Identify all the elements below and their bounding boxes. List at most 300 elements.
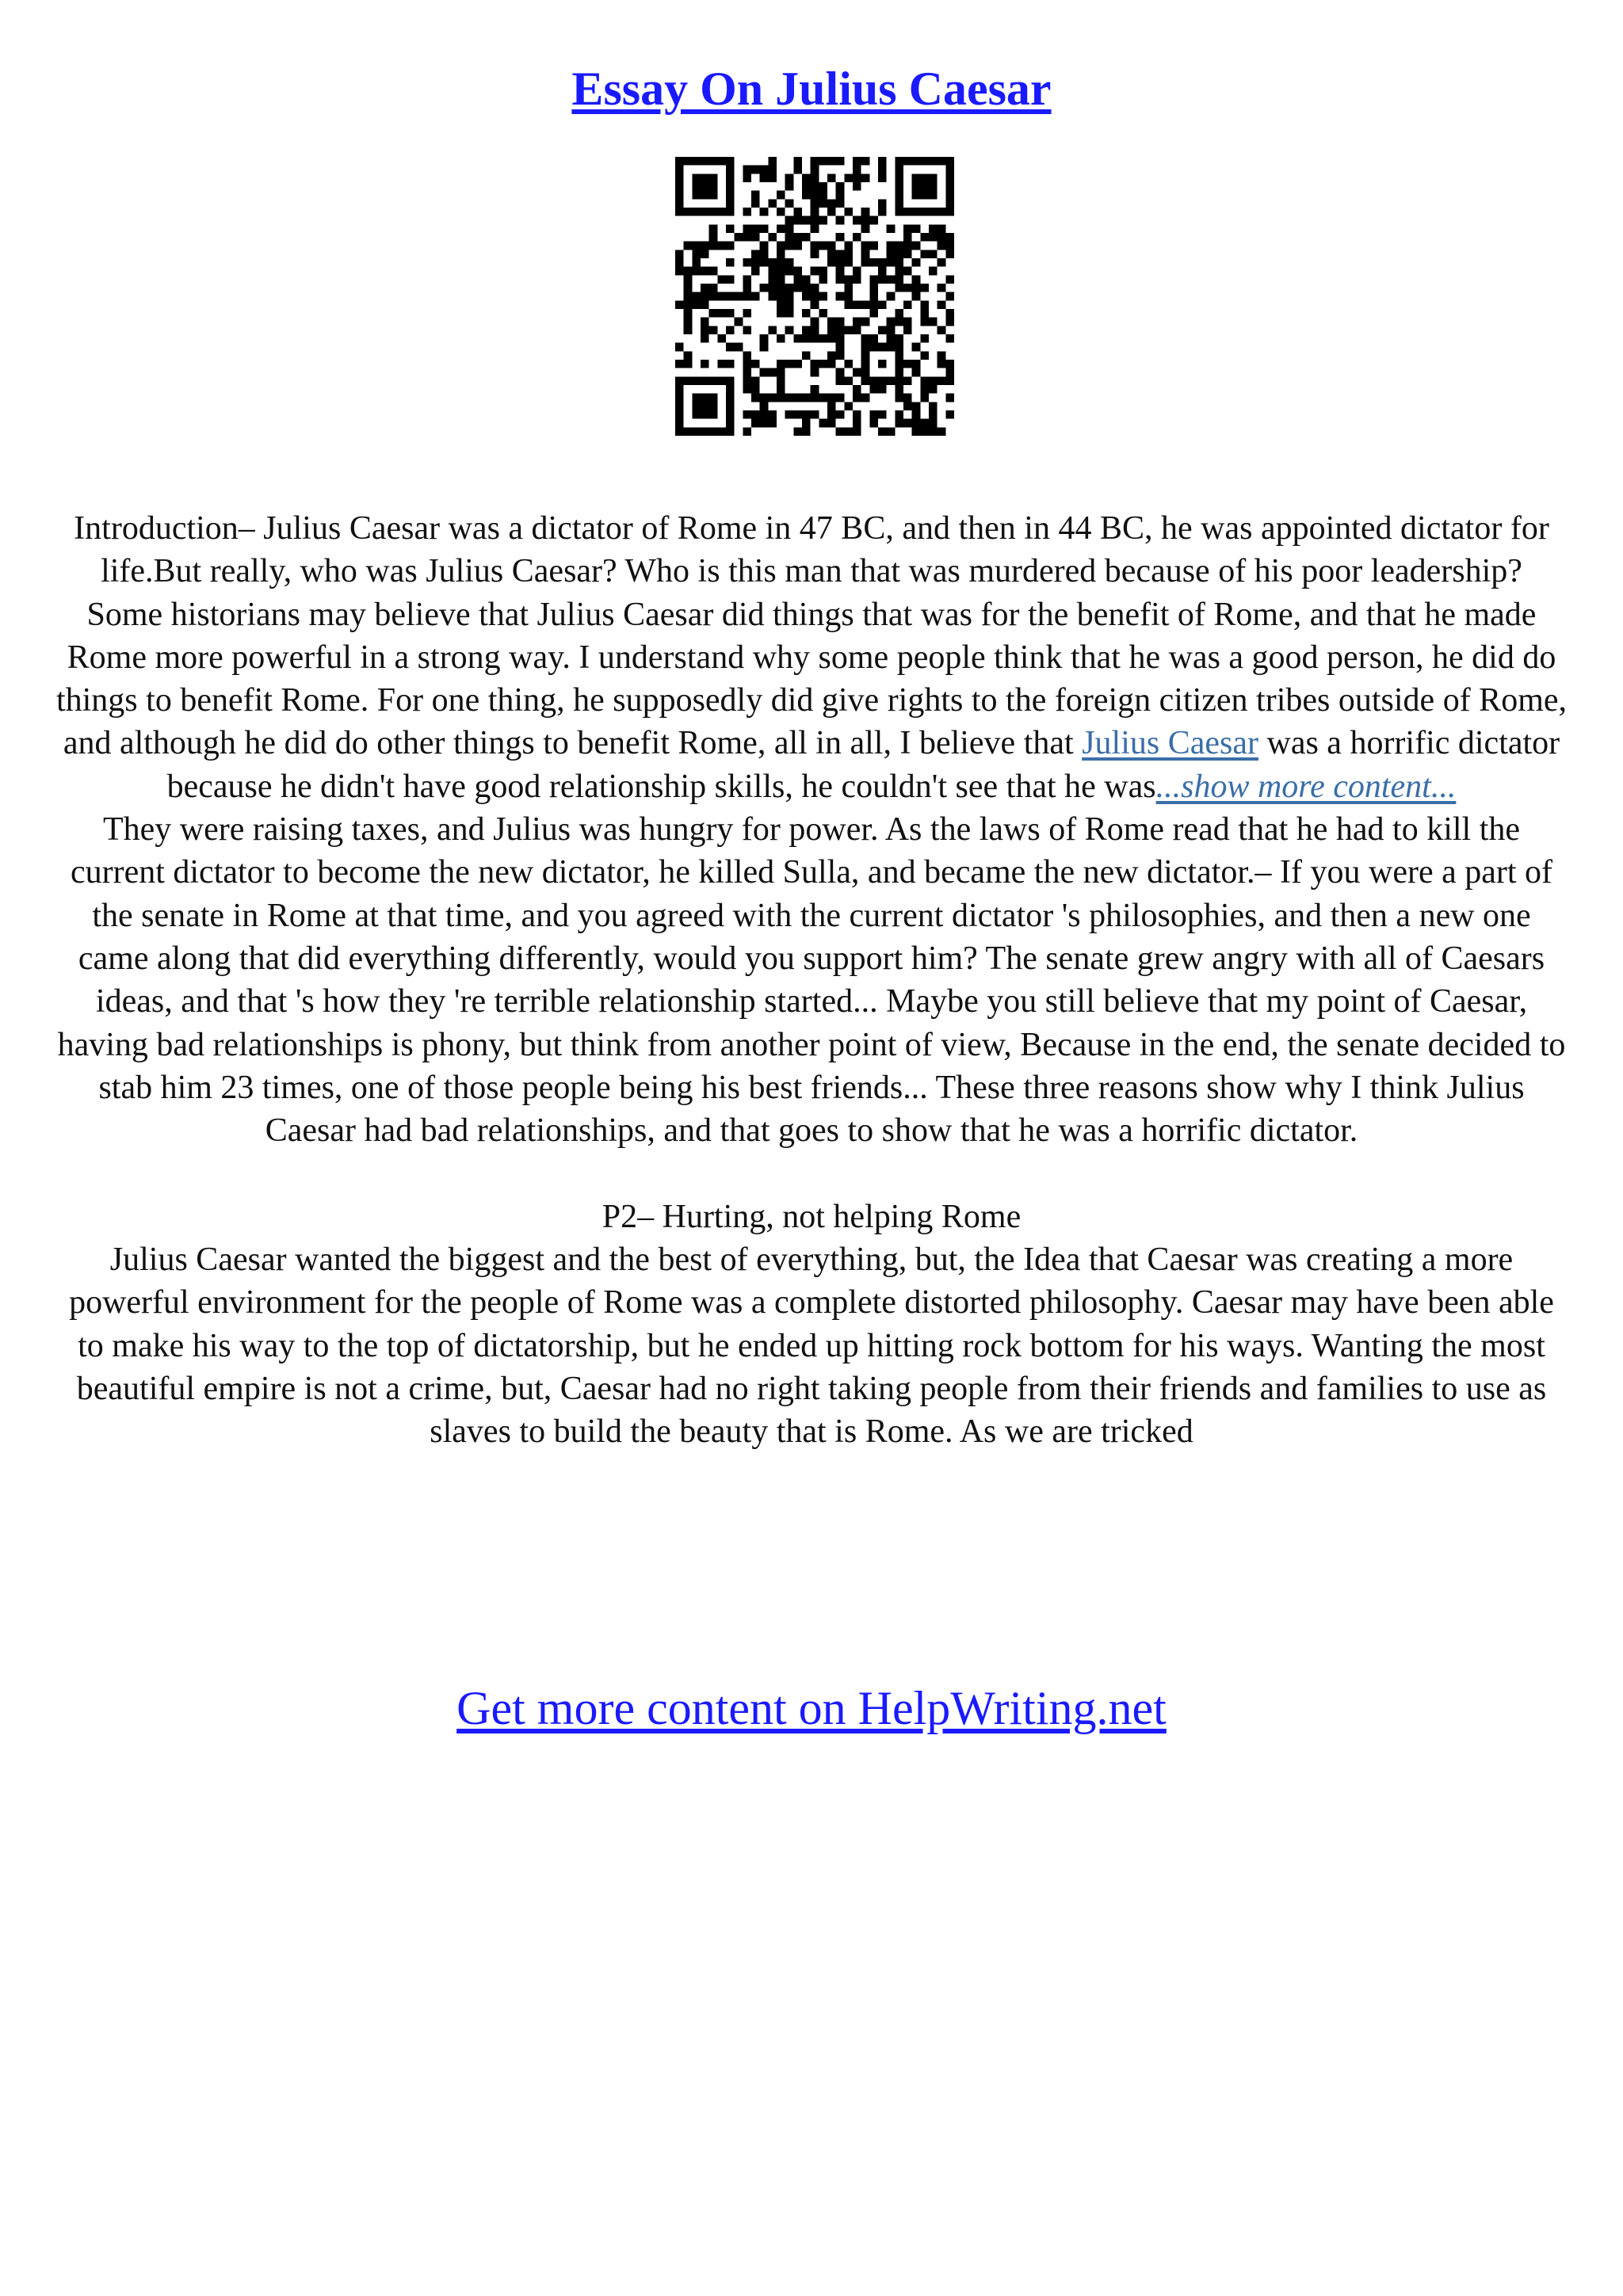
qr-module [903, 233, 912, 242]
qr-module [684, 208, 693, 216]
qr-module [760, 334, 769, 343]
qr-module [836, 267, 845, 276]
qr-module [912, 360, 921, 368]
qr-module [920, 309, 929, 318]
qr-module [912, 258, 921, 267]
qr-module [887, 224, 896, 233]
qr-module [929, 267, 938, 276]
qr-module [827, 394, 836, 402]
qr-module [684, 292, 693, 301]
qr-module [684, 242, 693, 250]
qr-module [768, 284, 777, 292]
qr-module [895, 334, 903, 343]
qr-module [726, 199, 735, 208]
qr-module [701, 174, 709, 182]
title-link[interactable]: Essay On Julius Caesar [571, 63, 1052, 115]
qr-module [887, 275, 896, 284]
qr-module [945, 334, 954, 343]
qr-module [836, 318, 845, 326]
qr-module [836, 368, 845, 377]
qr-module [819, 157, 827, 166]
qr-module [878, 267, 887, 276]
qr-module [895, 157, 903, 166]
qr-module [717, 376, 726, 385]
qr-module [751, 394, 760, 402]
qr-module [692, 376, 701, 385]
qr-module [827, 334, 836, 343]
qr-module [929, 224, 938, 233]
qr-module [709, 309, 718, 318]
qr-module [836, 258, 845, 267]
qr-module [777, 275, 785, 284]
qr-module [861, 334, 870, 343]
qr-module [692, 191, 701, 200]
qr-module [777, 258, 785, 267]
qr-module [802, 410, 811, 419]
qr-module [920, 208, 929, 216]
qr-module [726, 191, 735, 200]
qr-module [895, 410, 903, 419]
qr-module [912, 410, 921, 419]
qr-module [895, 368, 903, 377]
qr-module [717, 157, 726, 166]
qr-module [887, 258, 896, 267]
qr-module [811, 300, 819, 309]
qr-module [844, 300, 853, 309]
qr-module [853, 326, 861, 334]
qr-module [811, 334, 819, 343]
qr-module [811, 216, 819, 225]
qr-module [920, 157, 929, 166]
qr-module [836, 216, 845, 225]
qr-module [861, 157, 870, 166]
qr-module [701, 394, 709, 402]
qr-module [861, 343, 870, 352]
qr-module [802, 275, 811, 284]
qr-module [751, 258, 760, 267]
qr-module [945, 166, 954, 174]
qr-module [785, 292, 794, 301]
qr-module [760, 284, 769, 292]
qr-module [861, 376, 870, 385]
qr-module [785, 360, 794, 368]
qr-module [836, 233, 845, 242]
qr-module [735, 318, 743, 326]
qr-module [869, 284, 878, 292]
qr-module [709, 224, 718, 233]
qr-module [887, 326, 896, 334]
qr-module [836, 427, 845, 436]
qr-module [701, 376, 709, 385]
qr-module [760, 174, 769, 182]
qr-module [709, 284, 718, 292]
qr-module [726, 402, 735, 410]
qr-module [819, 182, 827, 191]
qr-module [709, 427, 718, 436]
qr-module [777, 224, 785, 233]
qr-module [938, 326, 946, 334]
qr-module [675, 376, 684, 385]
qr-module [920, 233, 929, 242]
qr-module [701, 250, 709, 258]
qr-module [768, 233, 777, 242]
get-more-content-link[interactable]: Get more content on HelpWriting.net [456, 1682, 1167, 1734]
qr-module [938, 376, 946, 385]
qr-module [802, 309, 811, 318]
qr-module [844, 402, 853, 410]
qr-module [945, 275, 954, 284]
qr-module [827, 326, 836, 334]
qr-module [861, 216, 870, 225]
qr-module [777, 368, 785, 377]
qr-module [802, 174, 811, 182]
qr-module [751, 166, 760, 174]
qr-module [827, 199, 836, 208]
qr-module [811, 284, 819, 292]
qr-module [836, 292, 845, 301]
page-title [0, 57, 1623, 120]
qr-module [827, 174, 836, 182]
qr-module [684, 267, 693, 276]
qr-module [751, 199, 760, 208]
qr-module [760, 410, 769, 419]
qr-module [768, 267, 777, 276]
qr-module [701, 182, 709, 191]
qr-module [793, 157, 802, 166]
paragraph-one-text: Some historians may believe that Julius Caesar did things that was for the benefit of Rome, and that he made Rome more powerful in a strong way. I understand why some people think that he was a good person, he did do things to benefit Rome. For one thing, he supposedly did give rights to the foreign citizen tribes outside of Rome, and although he did do other things to benefit Rome, all in all, I believe that [55, 596, 1568, 762]
qr-module [793, 233, 802, 242]
qr-module [811, 182, 819, 191]
qr-module [793, 284, 802, 292]
paragraph-spacer [55, 1152, 1568, 1195]
qr-module [785, 216, 794, 225]
qr-module [827, 208, 836, 216]
qr-module [895, 309, 903, 318]
qr-module [768, 275, 777, 284]
qr-module [938, 224, 946, 233]
qr-module [793, 242, 802, 250]
qr-module [827, 258, 836, 267]
qr-module [802, 394, 811, 402]
qr-module [938, 233, 946, 242]
paragraph-one [55, 593, 1568, 808]
qr-module [726, 427, 735, 436]
qr-module [929, 427, 938, 436]
qr-module [938, 300, 946, 309]
qr-module [912, 284, 921, 292]
qr-module [743, 309, 751, 318]
qr-module [675, 267, 684, 276]
qr-module [819, 419, 827, 428]
qr-module [945, 242, 954, 250]
qr-module [768, 326, 777, 334]
qr-module [751, 376, 760, 385]
qr-module [853, 385, 861, 394]
qr-module [945, 292, 954, 301]
qr-module [735, 292, 743, 301]
qr-module [717, 292, 726, 301]
qr-module [929, 385, 938, 394]
qr-module [853, 394, 861, 402]
qr-module [853, 174, 861, 182]
qr-module [929, 376, 938, 385]
julius-caesar-link[interactable]: Julius Caesar [1082, 725, 1258, 762]
qr-module [920, 427, 929, 436]
show-more-link[interactable]: ...show more content... [1155, 768, 1457, 805]
qr-module [920, 351, 929, 360]
qr-module [878, 208, 887, 216]
qr-module [938, 351, 946, 360]
qr-module [751, 360, 760, 368]
qr-module [811, 326, 819, 334]
qr-module [793, 216, 802, 225]
qr-module [692, 208, 701, 216]
qr-module [945, 191, 954, 200]
qr-module [887, 334, 896, 343]
qr-module [793, 394, 802, 402]
qr-module [887, 250, 896, 258]
qr-module [836, 376, 845, 385]
qr-module [751, 419, 760, 428]
qr-module [793, 427, 802, 436]
qr-module [903, 318, 912, 326]
qr-module [861, 394, 870, 402]
qr-module [895, 376, 903, 385]
qr-module [878, 427, 887, 436]
qr-module [777, 250, 785, 258]
qr-module [929, 318, 938, 326]
qr-module [743, 427, 751, 436]
qr-module [938, 157, 946, 166]
qr-module [895, 351, 903, 360]
qr-module [802, 216, 811, 225]
qr-module [895, 267, 903, 276]
qr-module [920, 318, 929, 326]
qr-module [802, 292, 811, 301]
qr-module [836, 343, 845, 352]
qr-module [878, 258, 887, 267]
qr-module [735, 343, 743, 352]
qr-module [869, 334, 878, 343]
qr-module [785, 326, 794, 334]
qr-module [692, 402, 701, 410]
qr-module [878, 360, 887, 368]
qr-module [793, 360, 802, 368]
qr-module [760, 224, 769, 233]
qr-module [692, 157, 701, 166]
qr-module [861, 368, 870, 377]
qr-module [945, 182, 954, 191]
qr-module [903, 250, 912, 258]
qr-module [751, 233, 760, 242]
qr-module [701, 427, 709, 436]
qr-module [768, 166, 777, 174]
qr-module [793, 275, 802, 284]
qr-module [675, 419, 684, 428]
qr-module [827, 250, 836, 258]
qr-module [701, 157, 709, 166]
qr-module [811, 410, 819, 419]
qr-module [853, 216, 861, 225]
qr-module [701, 326, 709, 334]
qr-module [811, 318, 819, 326]
qr-module [912, 343, 921, 352]
qr-module [878, 300, 887, 309]
qr-module [726, 360, 735, 368]
qr-module [692, 258, 701, 267]
qr-module [895, 191, 903, 200]
qr-module [743, 224, 751, 233]
qr-module [878, 157, 887, 166]
qr-module [887, 242, 896, 250]
qr-module [811, 224, 819, 233]
qr-module [853, 166, 861, 174]
qr-module [675, 157, 684, 166]
qr-module [945, 309, 954, 318]
qr-module [726, 166, 735, 174]
qr-module [701, 334, 709, 343]
qr-module [836, 182, 845, 191]
qr-module [861, 208, 870, 216]
qr-module [869, 385, 878, 394]
qr-module [675, 199, 684, 208]
qr-module [684, 275, 693, 284]
qr-module [861, 250, 870, 258]
qr-module [726, 224, 735, 233]
qr-module [777, 334, 785, 343]
qr-module [895, 242, 903, 250]
qr-module [675, 191, 684, 200]
qr-module [945, 208, 954, 216]
qr-module [869, 275, 878, 284]
qr-module [675, 410, 684, 419]
qr-module [836, 410, 845, 419]
qr-module [684, 309, 693, 318]
qr-module [793, 208, 802, 216]
qr-module [692, 300, 701, 309]
qr-module [743, 376, 751, 385]
qr-module [684, 360, 693, 368]
qr-module [802, 326, 811, 334]
qr-module [777, 376, 785, 385]
qr-module [743, 326, 751, 334]
qr-module [844, 360, 853, 368]
qr-module [895, 318, 903, 326]
qr-module [785, 284, 794, 292]
qr-module [819, 309, 827, 318]
qr-module [903, 242, 912, 250]
qr-module [878, 199, 887, 208]
qr-module [869, 410, 878, 419]
qr-module [819, 199, 827, 208]
qr-module [760, 343, 769, 352]
qr-module [912, 174, 921, 182]
qr-module [701, 292, 709, 301]
qr-module [802, 191, 811, 200]
qr-module [929, 208, 938, 216]
qr-module [709, 292, 718, 301]
qr-module [743, 208, 751, 216]
qr-module [811, 385, 819, 394]
qr-module [945, 157, 954, 166]
qr-module [819, 275, 827, 284]
qr-module [675, 385, 684, 394]
qr-module [903, 157, 912, 166]
qr-module [836, 157, 845, 166]
qr-module [878, 326, 887, 334]
qr-module [912, 427, 921, 436]
qr-module [777, 360, 785, 368]
qr-module [929, 157, 938, 166]
qr-module [945, 360, 954, 368]
qr-module [675, 343, 684, 352]
qr-module [878, 174, 887, 182]
paragraph-three: Julius Caesar wanted the biggest and the best of everything, but, the Idea that Caesar was creating a more powerful environment for the people of Rome was a complete distorted philosophy. Caesar may have been able to make his way to the top of dictatorship, but he ended up hitting rock bottom for his ways. Wanting the most beautiful empire is not a crime, but, Caesar had no right taking people from their friends and families to use as slaves to build the beauty that is Rome. As we are tricked [69, 1241, 1554, 1451]
qr-module [895, 258, 903, 267]
qr-module [869, 376, 878, 385]
qr-module [827, 157, 836, 166]
qr-module [675, 258, 684, 267]
qr-module [777, 208, 785, 216]
qr-module [802, 351, 811, 360]
qr-module [912, 242, 921, 250]
qr-module [827, 402, 836, 410]
qr-module [844, 275, 853, 284]
qr-module [895, 385, 903, 394]
qr-module [844, 250, 853, 258]
qr-module [811, 368, 819, 377]
qr-module [836, 351, 845, 360]
qr-module [701, 284, 709, 292]
qr-module [726, 208, 735, 216]
intro-paragraph: Introduction– Julius Caesar was a dictator of Rome in 47 BC, and then in 44 BC, he was appointed dictator for life.But really, who was Julius Caesar? Who is this man that was murdered because of his poor leadership? [74, 510, 1549, 590]
qr-module [793, 267, 802, 276]
qr-module [895, 360, 903, 368]
qr-module [717, 360, 726, 368]
qr-module [777, 242, 785, 250]
qr-module [819, 216, 827, 225]
qr-module [802, 284, 811, 292]
qr-module [903, 376, 912, 385]
qr-module [844, 292, 853, 301]
qr-module [760, 368, 769, 377]
qr-module [861, 318, 870, 326]
qr-module [743, 275, 751, 284]
qr-module [701, 318, 709, 326]
qr-module [827, 351, 836, 360]
qr-module [760, 402, 769, 410]
qr-module [861, 174, 870, 182]
qr-module [853, 300, 861, 309]
qr-code [675, 157, 954, 436]
qr-module [938, 284, 946, 292]
qr-module [836, 191, 845, 200]
qr-module [675, 250, 684, 258]
qr-module [929, 191, 938, 200]
qr-module [827, 318, 836, 326]
qr-module [929, 250, 938, 258]
qr-module [785, 242, 794, 250]
qr-module [920, 385, 929, 394]
qr-module [751, 292, 760, 301]
qr-module [785, 309, 794, 318]
qr-module [853, 410, 861, 419]
qr-module [811, 199, 819, 208]
qr-module [768, 292, 777, 301]
qr-module [878, 343, 887, 352]
qr-module [912, 182, 921, 191]
qr-module [777, 309, 785, 318]
